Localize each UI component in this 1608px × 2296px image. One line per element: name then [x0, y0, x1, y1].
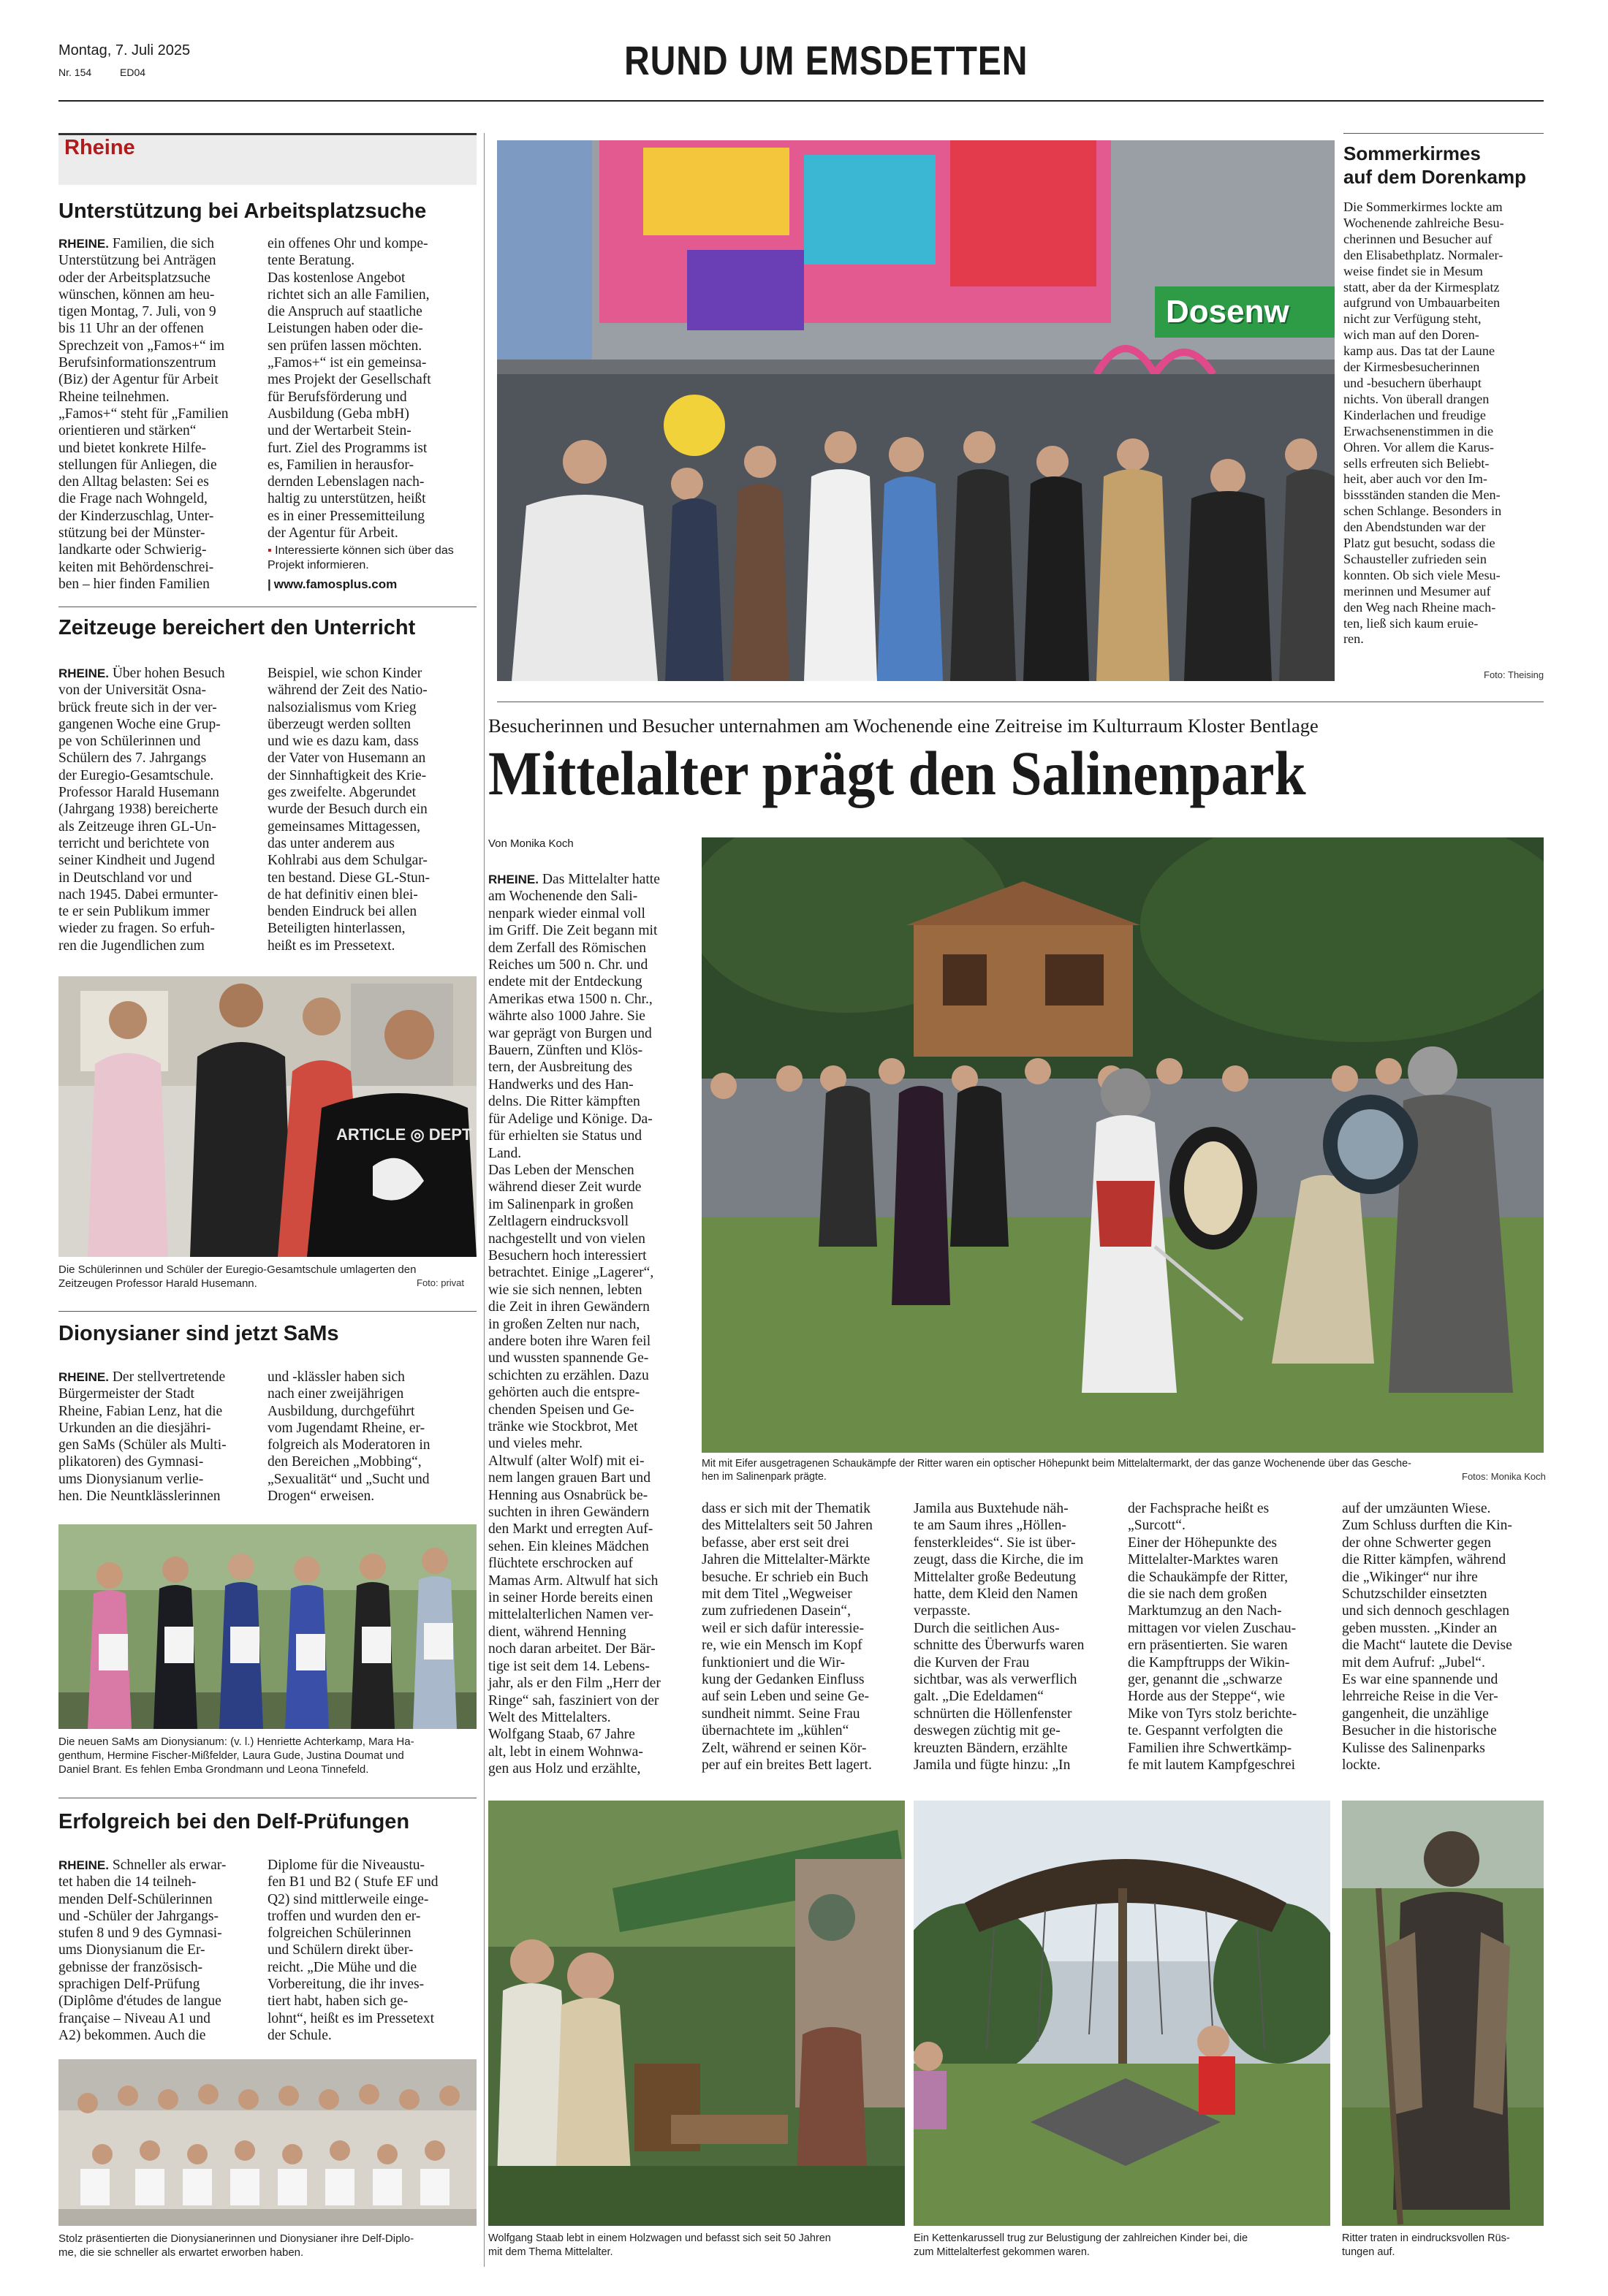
- main-headline: Mittelalter prägt den Salinenpark: [488, 738, 1306, 808]
- caption-ritter: Mit mit Eifer ausgetragenen Schaukämpfe der Ritter waren ein optischer Höhepunkt beim Mittelaltermarkt, der das ganze Wochenende über das Gesche- hen im Salinenpark prägte.: [702, 1458, 1411, 1483]
- photo-kirmes-sign: Dosenw: [1166, 294, 1289, 330]
- photo-kirmes-crowd: [497, 140, 1335, 681]
- kirmes-text: Die Sommerkirmes lockte am Wochenende zahlreiche Besu- cherinnen und Besucher auf den Elisabethplatz. Normaler- weise findet sie in Mesum statt, aber da der Kirmesplatz aufgrund von Umbauarbeiten nicht zur Verfügung steht, wich man auf den Doren- kamp aus. Das tat der Laune der Kirmesbesucherinnen und -besuchern überhaupt nichts. Von überall drangen Kinderlachen und freudige Erwachsenenstimmen in die Ohren. Vor allem die Karus- sells erfreuten sich Beliebt- heit, aber auch vor den Im- bissständen standen die Men- schen Schlange. Besonders in den Abendstunden war der Platz gut besucht, sodass die Schausteller zufrieden sein konnten. Ob sich viele Mesu- merinnen und Mesumer auf den Weg nach Rheine mach- ten, ließ sich kaum eruie- ren.: [1343, 199, 1504, 647]
- headline-zeitzeuge: Zeitzeuge bereichert den Unterricht: [58, 616, 416, 639]
- note-bullet-icon: ▪: [268, 544, 272, 557]
- caption-kettenkarussell: Ein Kettenkarussell trug zur Belustigung der zahlreichen Kinder bei, die zum Mittelalterfest gekommen waren.: [914, 2232, 1248, 2258]
- famosplus-link[interactable]: www.famosplus.com: [273, 577, 398, 591]
- photo-shirt-print: ARTICLE ◎ DEPT: [336, 1125, 472, 1144]
- article2-col2: Beispiel, wie schon Kinder während der Zeit des Natio- nalsozialismus vom Krieg überzeugt werden sollten und wie es dazu kam, dass der Vater von Husemann an der Sinnhaftigkeit des Krie- ges zweifelte. Abgerundet wurde der Besuch durch ein gemeinsames Mittagessen, das unter anderem aus Kohlrabi aus dem Schulgar- ten bestand. Diese GL-Stun- de hat definitiv einen blei- benden Eindruck bei allen Beteiligten hinterlassen, heißt es im Pressetext.: [268, 666, 431, 954]
- headline-delf: Erfolgreich bei den Delf-Prüfungen: [58, 1810, 410, 1833]
- article4-col1: [58, 1857, 267, 2044]
- caption-zeitzeuge: Die Schülerinnen und Schüler der Euregio-Gesamtschule umlagerten den Zeitzeugen Professor Harald Husemann.: [58, 1263, 417, 1290]
- photo-sams-group: [58, 1524, 477, 1729]
- article3-place: RHEINE.: [58, 1370, 109, 1384]
- masthead-edition: ED04: [120, 66, 146, 78]
- article1-link-row: [268, 577, 477, 592]
- article3-col2: und -klässler haben sich nach einer zweijährigen Ausbildung, durchgeführt vom Jugendamt Rheine, er- folgreich als Moderatoren in den Bereichen „Mobbing“, „Sexualität“ und „Sucht und Drogen“ erweisen.: [268, 1369, 431, 1505]
- headline-sommerkirmes: Sommerkirmes auf dem Dorenkamp: [1343, 142, 1526, 188]
- caption-sams: Die neuen SaMs am Dionysianum: (v. l.) Henriette Achterkamp, Mara Ha- genthum, Hermine Fischer-Mißfelder, Laura Gude, Justina Doumat und Daniel Brant. Es fehlen Emba Grondmann und Leona Tinnefeld.: [58, 1736, 414, 1776]
- article1-col2: ein offenes Ohr und kompe- tente Beratung. Das kostenlose Angebot richtet sich an alle Familien, die Anspruch auf staatliche Leistungen haben oder die- sen prüfen lassen möchten. „Famos+“ ist ein gemeinsa- mes Projekt der Gesellschaft für Berufsförderung und Ausbildung (Geba mbH) und der Wertarbeit Stein- furt. Ziel des Programms ist es, Familien in herausfor- dernden Lebenslagen nach- haltig zu unterstützen, heißt es in einer Pressemitteilung der Agentur für Arbeit.: [268, 236, 431, 541]
- link-separator: |: [268, 577, 271, 591]
- caption-delf: Stolz präsentierten die Dionysianerinnen und Dionysianer ihre Delf-Diplo- me, die sie schneller als erwartet erworben haben.: [58, 2232, 414, 2259]
- photo-kettenkarussell: [914, 1801, 1330, 2226]
- photo-delf-group: [58, 2059, 477, 2226]
- article4-col2: Diplome für die Niveaustu- fen B1 und B2 ( Stufe EF und Q2) sind mittlerweile einge- troffen und wurden den er- folgreichen Schülerinnen und Schülern direkt über- reicht. „Die Mühe und die Vorbereitung, die ihr inves- tiert habt, haben sich ge- lohnt“, heißt es im Pressetext der Schule.: [268, 1858, 439, 2043]
- section-title: RUND UM EMSDETTEN: [623, 37, 1028, 83]
- article2-place: RHEINE.: [58, 666, 109, 680]
- article1-col1-text: Familien, die sich Unterstützung bei Anträgen oder der Arbeitsplatzsuche wünschen, können am heu- tigen Montag, 7. Juli, von 9 bis 11 Uhr an der offenen Sprechzeit von „Famos+“ im Berufsinformationszentrum (Biz) der Agentur für Arbeit Rheine teilnehmen. „Famos+“ steht für „Familien orientieren und stärken“ und bietet konkrete Hilfe- stellungen für Anliegen, die den Alltag belasten: Sei es die Frage nach Wohngeld, der Kinderzuschlag, Unter- stützung bei der Münster- landkarte oder Schwierig- keiten mit Behördenschrei- ben – hier finden Familien: [58, 236, 229, 592]
- credit-ritter: Fotos: Monika Koch: [1462, 1471, 1546, 1482]
- article3-col1-text: Der stellvertretende Bürgermeister der Stadt Rheine, Fabian Lenz, hat die Urkunden an die diesjähri- gen SaMs (Schüler als Multi- plikatoren) des Gymnasi- ums Dionysianum verlie- hen. Die Neuntklässlerinnen: [58, 1369, 227, 1505]
- article2-col1: [58, 665, 267, 954]
- kirmes-top-rule: [1343, 133, 1544, 134]
- main-col2: dass er sich mit der Thematik des Mittelalters seit 50 Jahren befasse, aber erst seit drei Jahren die Mittelalter-Märkte besuche. Er schrieb ein Buch mit dem Titel „Wegweiser zum zufriedenen Dasein“, weil er sich dafür interessie- re, wie ein Mensch im Kopf funktioniert und die Wir- kung der Gedanken Einfluss auf sein Leben und seine Ge- sundheit nimmt. Seine Frau übernachtete im „kühlen“ Zelt, während er seinen Kör- per auf ein breites Bett lagert.: [702, 1501, 873, 1774]
- headline-arbeitsplatzsuche: Unterstützung bei Arbeitsplatzsuche: [58, 199, 427, 223]
- main-col1-text: Das Mittelalter hatte am Wochenende den Sali- nenpark wieder einmal voll im Griff. Die Zeit begann mit dem Zerfall des Römischen Reiches um 500 n. Chr. und endete mit der Entdeckung Amerikas etwa 1500 n. Chr., währte also 1000 Jahre. Sie war geprägt von Burgen und Bauern, Zünften und Klös- tern, der Ausbreitung des Handwerks und des Han- delns. Die Ritter kämpften für Adelige und Könige. Da- für erhielten sie Status und Land. Das Leben der Menschen während dieser Zeit wurde im Salinenpark in großen Zeltlagern eindrucksvoll nachgestellt und von vielen Besuchern hoch interessiert betrachtet. Einige „Lagerer“, wie sie sich nennen, lebten die Zeit in ihren Gewändern in großen Zelten nur nach, andere boten ihre Waren feil und wussten spannende Ge- schichten zu erzählen. Dazu gehörten auch die entspre- chenden Speisen und Ge- tränke wie Stockbrot, Met und vieles mehr. Altwulf (alter Wolf) mit ei- nem langen grauen Bart und Henning aus Osnabrück be- suchten in ihren Gewändern den Markt und erregten Auf- sehen. Ein kleines Mädchen flüchtete erschrocken auf Mamas Arm. Altwulf hat sich in seiner Horde bereits einen mittelalterlichen Namen ver- dient, während Henning noch daran arbeitet. Der Bär- tige ist seit dem 14. Lebens- jahr, als er den Film „Herr der Ringe“ sah, fasziniert von der Welt des Mittelalters. Wolfgang Staab, 67 Jahre alt, lebt in einem Wohnwa- gen aus Holz und erzählte,: [488, 872, 661, 1777]
- main-col3: Jamila aus Buxtehude näh- te am Saum ihres „Höllen- fensterkleides“. Sie ist über- zeugt, dass die Kirche, die im Mittelalter große Bedeutung hatte, dem Kleid den Namen verpasste. Durch die seitlichen Aus- schnitte des Überwurfs waren die Kurven der Frau sichtbar, was als verwerflich galt. „Die Edeldamen“ schnürten die Höllenfenster deswegen züchtig mit ge- kreuzten Bändern, erzählte Jamila und fügte hinzu: „In: [914, 1501, 1085, 1774]
- credit-kirmes: Foto: Theising: [1484, 669, 1544, 680]
- article1-place: RHEINE.: [58, 237, 109, 251]
- column-divider: [484, 133, 485, 2267]
- main-place: RHEINE.: [488, 873, 539, 886]
- article3-col1: [58, 1369, 267, 1505]
- main-col5: auf der umzäunten Wiese. Zum Schluss durften die Kin- der ohne Schwerter gegen die Ritter kämpfen, während die „Wikinger“ nur ihre Schutzschilder einsetzten und sich dennoch geschlagen geben mussten. „Kinder an die Macht“ lautete die Devise mit dem Aufruf: „Jubel“. Es war eine spannende und lehrreiche Reise in die Ver- gangenheit, die unzählige Besucher in die historische Kulisse des Salinenparks lockte.: [1342, 1501, 1512, 1774]
- photo-ritter-ruestung: [1342, 1801, 1544, 2226]
- photo-zeitzeuge-classroom: [58, 976, 477, 1257]
- photo-ritter-schaukampf: [702, 837, 1544, 1453]
- credit-zeitzeuge: Foto: privat: [417, 1277, 465, 1288]
- article4-place: RHEINE.: [58, 1858, 109, 1872]
- caption-ritter-ruestung: Ritter traten in eindrucksvollen Rüs- tungen auf.: [1342, 2232, 1510, 2258]
- masthead-date: Montag, 7. Juli 2025: [58, 42, 191, 58]
- article2-col1-text: Über hohen Besuch von der Universität Osna- brück freute sich in der ver- gangenen Woche eine Grup- pe von Schülerinnen und Schülern des 7. Jahrgangs der Euregio-Gesamtschule. Professor Harald Husemann (Jahrgang 1938) bereicherte als Zeitzeuge ihren GL-Un- terricht und berichtete von seiner Kindheit und Jugend in Deutschland vor und nach 1945. Dabei ermunter- te er sein Publikum immer wieder zu fragen. So erfuh- ren die Jugendlichen zum: [58, 666, 225, 954]
- headline-dionysianer: Dionysianer sind jetzt SaMs: [58, 1322, 339, 1345]
- caption-wolfgang-staab: Wolfgang Staab lebt in einem Holzwagen und befasst sich seit 50 Jahren mit dem Thema Mittelalter.: [488, 2232, 831, 2258]
- main-col1: [488, 871, 691, 1778]
- masthead-rule: [58, 100, 1544, 102]
- masthead-issue: Nr. 154: [58, 66, 92, 78]
- section-label: Rheine: [64, 136, 135, 159]
- article4-col1-text: Schneller als erwar- tet haben die 14 teilneh- menden Delf-Schülerinnen und -Schüler der Jahrgangs- stufen 8 und 9 des Gymnasi- ums Dionysianum die Er- gebnisse der französisch- sprachigen Delf-Prüfung (Diplôme d'études de langue française – Niveau A1 und A2) bekommen. Auch die: [58, 1858, 227, 2043]
- article1-col1: [58, 235, 267, 593]
- main-byline: Von Monika Koch: [488, 837, 574, 850]
- article1-note: [268, 544, 477, 573]
- photo-wolfgang-staab: [488, 1801, 905, 2226]
- main-kicker: Besucherinnen und Besucher unternahmen am Wochenende eine Zeitreise im Kulturraum Kloster Bentlage: [488, 715, 1319, 737]
- main-col4: der Fachsprache heißt es „Surcott“. Einer der Höhepunkte des Mittelalter-Marktes waren die Schaukämpfe der Ritter, die sie nach dem großen Marktumzug an den Nach- mittagen vor vielen Zuschau- ern präsentierten. Sie waren die Kampftrupps der Wikin- ger, genannt die „schwarze Horde aus der Steppe“, wie Mike von Tyrs stolz berichte- te. Gespannt verfolgten die Familien ihre Schwertkämp- fe mit lautem Kampfgeschrei: [1128, 1501, 1297, 1774]
- article2-bottom-rule: [58, 1311, 477, 1312]
- article1-note-text: Interessierte können sich über das Projekt informieren.: [268, 544, 454, 571]
